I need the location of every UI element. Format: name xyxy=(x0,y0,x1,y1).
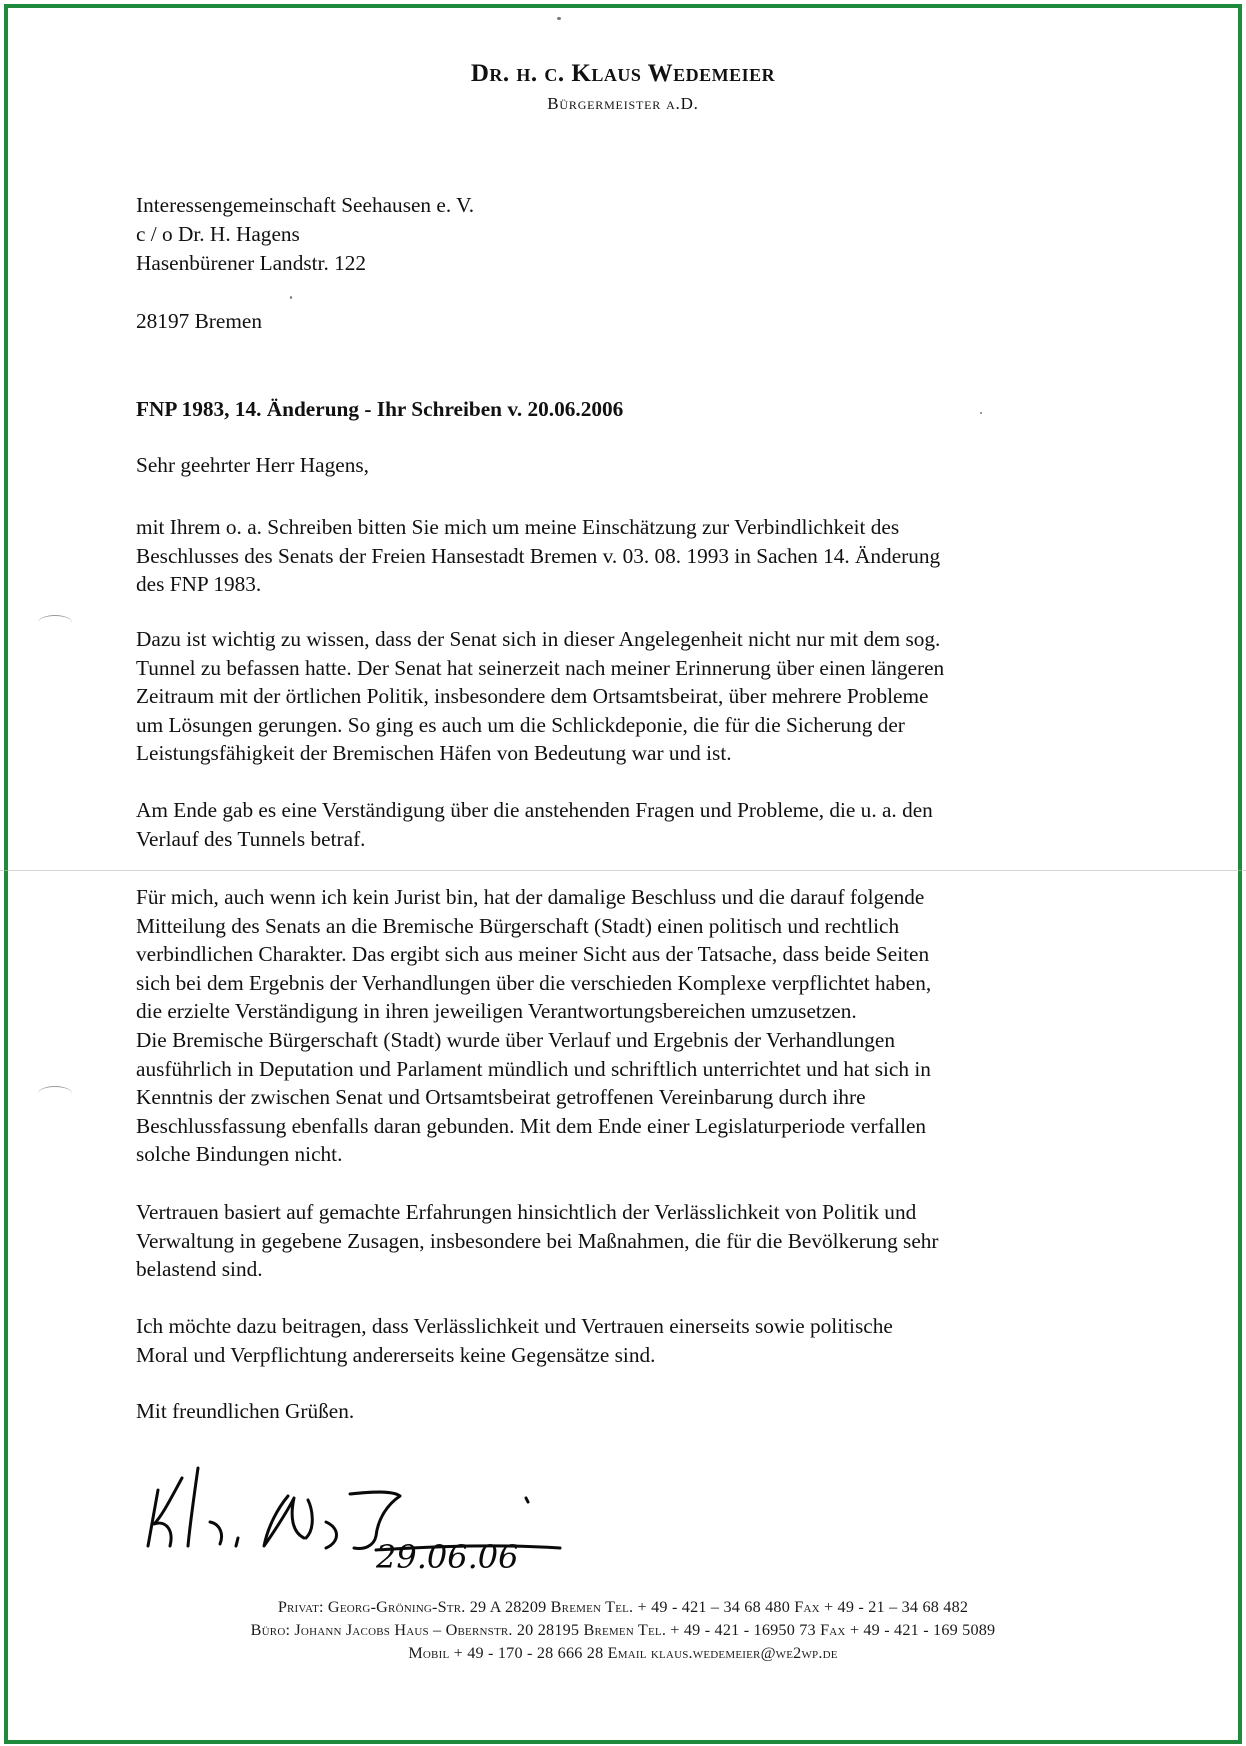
paragraph-line: Tunnel zu befassen hatte. Der Senat hat seinerzeit nach meiner Erinnerung über einen längeren xyxy=(136,655,945,680)
signature-stroke xyxy=(306,1500,312,1538)
signature-stroke xyxy=(236,1538,238,1546)
signature-stroke xyxy=(526,1498,528,1502)
salutation xyxy=(136,451,1096,480)
footer-mobile-email: Mobil + 49 - 170 - 28 666 28 Email klaus.wedemeier@we2wp.de xyxy=(408,1644,838,1662)
fold-line xyxy=(0,870,1246,871)
paragraph-line: solche Bindungen nicht. xyxy=(136,1142,343,1167)
paragraph-line: um Lösungen gerungen. So ging es auch um die Schlickdeponie, die für die Sicherung der xyxy=(136,712,905,737)
signature-stroke xyxy=(188,1468,198,1546)
paragraph-line: Vertrauen basiert auf gemachte Erfahrungen hinsichtlich der Verlässlichkeit von Politik und xyxy=(136,1200,917,1224)
recipient-street: Hasenbürener Landstr. 122 xyxy=(136,251,367,275)
closing xyxy=(136,1397,1096,1426)
recipient-org: Interessengemeinschaft Seehausen e. V. xyxy=(136,193,475,217)
paragraph-line: die erzielte Verständigung in ihren jeweiligen Verantwortungsbereichen umzusetzen. xyxy=(136,999,857,1024)
paragraph-line: Verlauf des Tunnels betraf. xyxy=(136,826,366,851)
paragraph-line: Moral und Verpflichtung andererseits keine Gegensätze sind. xyxy=(136,1342,656,1367)
paragraph-line: des FNP 1983. xyxy=(136,572,262,597)
paragraph-line: Mitteilung des Senats an die Bremische Bürgerschaft (Stadt) einen politisch und rechtlich xyxy=(136,913,900,938)
signature-stroke xyxy=(148,1490,158,1546)
salutation-text: Sehr geehrter Herr Hagens, xyxy=(136,453,369,477)
paragraph-line: ausführlich in Deputation und Parlament mündlich und schriftlich unterrichtet und hat sich in xyxy=(136,1056,931,1081)
sender-name: Dr. h. c. Klaus Wedemeier xyxy=(470,60,776,87)
recipient-city-text: 28197 Bremen xyxy=(136,309,262,333)
paragraph-line: verbindlichen Charakter. Das ergibt sich aus meiner Sicht aus der Tatsache, dass beide Seiten xyxy=(136,942,930,967)
paragraph-2 xyxy=(136,625,1096,768)
paragraph-5 xyxy=(136,1198,1096,1284)
paragraph-line: Dazu ist wichtig zu wissen, dass der Senat sich in dieser Angelegenheit nicht nur mit dem sog. xyxy=(136,627,941,651)
closing-text: Mit freundlichen Grüßen. xyxy=(136,1399,355,1423)
paragraph-6 xyxy=(136,1312,1096,1369)
paragraph-line: Beschlusses des Senats der Freien Hansestadt Bremen v. 03. 08. 1993 in Sachen 14. Änderung xyxy=(136,543,941,568)
sender-title: Bürgermeister a.D. xyxy=(547,94,699,113)
paragraph-line: Verwaltung in gegebene Zusagen, insbesondere bei Maßnahmen, die für die Bevölkerung sehr xyxy=(136,1228,939,1253)
recipient-city xyxy=(136,307,1096,336)
paragraph-line: Beschlussfassung ebenfalls daran gebunden. Mit dem Ende einer Legislaturperiode verfallen xyxy=(136,1113,927,1138)
punch-mark xyxy=(38,1086,72,1101)
letterhead xyxy=(0,60,1246,114)
signature-stroke xyxy=(210,1522,222,1544)
subject-line xyxy=(136,395,1096,424)
signature-stroke xyxy=(264,1496,304,1546)
paragraph-line: sich bei dem Ergebnis der Verhandlungen über die verschieden Komplexe verpflichtet haben, xyxy=(136,970,932,995)
punch-mark xyxy=(38,615,72,630)
paragraph-4 xyxy=(136,883,1096,1169)
paragraph-line: Am Ende gab es eine Verständigung über die anstehenden Fragen und Probleme, die u. a. den xyxy=(136,798,933,822)
paragraph-1 xyxy=(136,513,1096,599)
paragraph-line: Kenntnis der zwischen Senat und Ortsamtsbeirat getroffenen Vereinbarung durch ihre xyxy=(136,1085,866,1110)
scan-speck xyxy=(557,17,561,20)
paragraph-line: mit Ihrem o. a. Schreiben bitten Sie mich um meine Einschätzung zur Verbindlichkeit des xyxy=(136,515,900,539)
scan-speck xyxy=(290,296,292,299)
letter-footer xyxy=(0,1596,1246,1665)
paragraph-3 xyxy=(136,796,1096,853)
paragraph-line: Für mich, auch wenn ich kein Jurist bin, hat der damalige Beschluss und die darauf folgende xyxy=(136,885,925,909)
footer-private: Privat: Georg-Gröning-Str. 29 A 28209 Bremen Tel. + 49 - 421 – 34 68 480 Fax + 49 - 21 – 34 68 482 xyxy=(277,1598,969,1616)
footer-office: Büro: Johann Jacobs Haus – Obernstr. 20 28195 Bremen Tel. + 49 - 421 - 16950 73 Fax + 49 - 421 - 169 5089 xyxy=(250,1621,996,1639)
subject-text: FNP 1983, 14. Änderung - Ihr Schreiben v. 20.06.2006 xyxy=(136,397,624,421)
handwritten-signature xyxy=(140,1438,620,1583)
recipient-co: c / o Dr. H. Hagens xyxy=(136,222,300,246)
signature-stroke xyxy=(154,1478,182,1546)
paragraph-line: Zeitraum mit der örtlichen Politik, insbesondere dem Ortsamtsbeirat, über mehrere Probleme xyxy=(136,684,929,709)
signature-date: 29.06.06 xyxy=(376,1538,519,1576)
paragraph-line: belastend sind. xyxy=(136,1257,263,1282)
paragraph-line: Leistungsfähigkeit der Bremischen Häfen von Bedeutung war und ist. xyxy=(136,741,732,766)
paragraph-line: Ich möchte dazu beitragen, dass Verlässlichkeit und Vertrauen einerseits sowie politische xyxy=(136,1314,893,1338)
signature-stroke xyxy=(326,1522,337,1548)
paragraph-line: Die Bremische Bürgerschaft (Stadt) wurde über Verlauf und Ergebnis der Verhandlungen xyxy=(136,1027,895,1052)
recipient-address xyxy=(136,191,1096,278)
